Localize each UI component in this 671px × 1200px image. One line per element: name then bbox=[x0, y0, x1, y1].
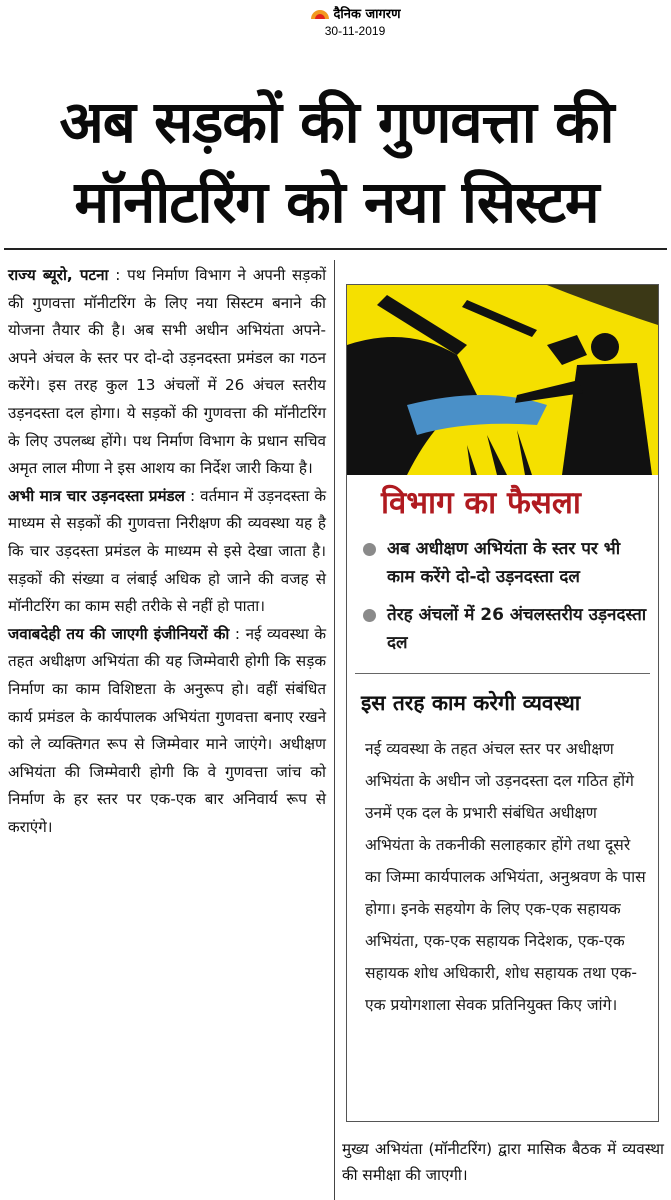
subhead-four-squads: अभी मात्र चार उड़नदस्ता प्रमंडल bbox=[8, 486, 185, 505]
dateline: राज्य ब्यूरो, पटना bbox=[8, 266, 109, 284]
masthead bbox=[300, 4, 410, 38]
bullet-text: तेरह अंचलों में 26 अंचलस्तरीय उड़नदस्ता दल bbox=[387, 605, 647, 653]
headline-line-2: मॉनीटरिंग को नया सिस्टम bbox=[74, 168, 599, 236]
system-description: नई व्यवस्था के तहत अंचल स्तर पर अधीक्षण अभियंता के अधीन जो उड़नदस्ता दल गठित होंगे उनमें एक दल के प्रभारी संबंधित अधीक्षण अभियंता के तकनीकी सलाहकार होंगे तथा दूसरे का जिम्मा कार्यपालक अभियंता, अनुश्रवण के पास होगा। इनके सहयोग के लिए एक-एक सहायक अभियंता, एक-एक सहायक निदेशक, एक-एक सहायक शोध अधिकारी, शोध सहायक तथा एक-एक प्रयोगशाला सेवक प्रतिनियुक्त किए जांगे। bbox=[365, 740, 646, 1014]
silhouette-illustration-icon bbox=[347, 285, 658, 475]
headline-divider bbox=[4, 248, 667, 250]
bullet-icon bbox=[363, 609, 376, 622]
list-item bbox=[363, 601, 653, 657]
paragraph-3-text: : नई व्यवस्था के तहत अधीक्षण अभियंता की यह जिम्मेवारी होगी कि सड़क निर्माण का काम विशिष्टता के अनुरूप हो। वहीं संबंधित कार्य प्रमंडल के कार्यपालक अभियंता गुणवत्ता बनाए रखने को ले व्यक्तिगत रूप से जिम्मेवार माने जाएंगे। अधीक्षण अभियंता की जिम्मेवारी होगी कि वे गुणवत्ता जांच को निर्माण के हर स्तर पर एक-एक बार अनिवार्य रूप से कराएंगे। bbox=[8, 624, 326, 836]
sidebar-box bbox=[346, 284, 659, 1122]
road-worker-illustration bbox=[347, 285, 658, 475]
subhead-accountability: जवाबदेही तय की जाएगी इंजीनियरों की bbox=[8, 624, 230, 643]
sidebar-divider bbox=[355, 673, 650, 674]
article-paragraph-3 bbox=[8, 621, 326, 842]
footer-paragraph: मुख्य अभियंता (मॉनीटरिंग) द्वारा मासिक बैठक में व्यवस्था की समीक्षा की जाएगी। bbox=[342, 1140, 664, 1184]
decision-heading: विभाग का फैसला bbox=[381, 485, 581, 521]
article-paragraph-1 bbox=[8, 262, 326, 483]
paragraph-1-text: : पथ निर्माण विभाग ने अपनी सड़कों की गुणवत्ता मॉनीटरिंग के लिए नया सिस्टम बनाने की योजना तैयार की है। अब सभी अधीन अभियंता अपने-अपने अंचल के स्तर पर दो-दो उड़नदस्ता प्रमंडल का गठन करेंगे। इस तरह कुल 13 अंचलों में 26 अंचल स्तरीय उड़नदस्ता दल होगा। ये सड़कों की गुणवत्ता की मॉनीटरिंग के लिए उपलब्ध होंगे। पथ निर्माण विभाग के प्रधान सचिव अमृत लाल मीणा ने इस आशय का निर्देश जारी किया है। bbox=[8, 266, 327, 478]
publication-date: 30-11-2019 bbox=[324, 24, 386, 38]
headline-line-1: अब सड़कों की गुणवत्ता की bbox=[59, 88, 614, 156]
paragraph-2-text: : वर्तमान में उड़नदस्ता के माध्यम से सड़कों की गुणवत्ता निरीक्षण की व्यवस्था यह है कि चार उड़दस्ता प्रमंडल के माध्यम से इसे देखा जाता है। सड़कों की संख्या व लंबाई अधिक हो जाने की वजह से मॉनीटरिंग का काम सही तरीके से नहीं हो पाता। bbox=[8, 486, 326, 616]
newspaper-name: दैनिक जागरण bbox=[333, 7, 401, 22]
article-body bbox=[8, 262, 326, 841]
sun-logo-icon bbox=[309, 6, 331, 20]
article-paragraph-2 bbox=[8, 483, 326, 621]
bullet-text: अब अधीक्षण अभियंता के स्तर पर भी काम करेंगे दो-दो उड़नदस्ता दल bbox=[387, 539, 621, 587]
list-item bbox=[363, 535, 653, 591]
headline bbox=[10, 82, 663, 242]
bullet-icon bbox=[363, 543, 376, 556]
system-heading: इस तरह काम करेगी व्यवस्था bbox=[361, 691, 581, 715]
column-divider bbox=[334, 260, 335, 1200]
decision-bullet-list bbox=[363, 535, 653, 667]
